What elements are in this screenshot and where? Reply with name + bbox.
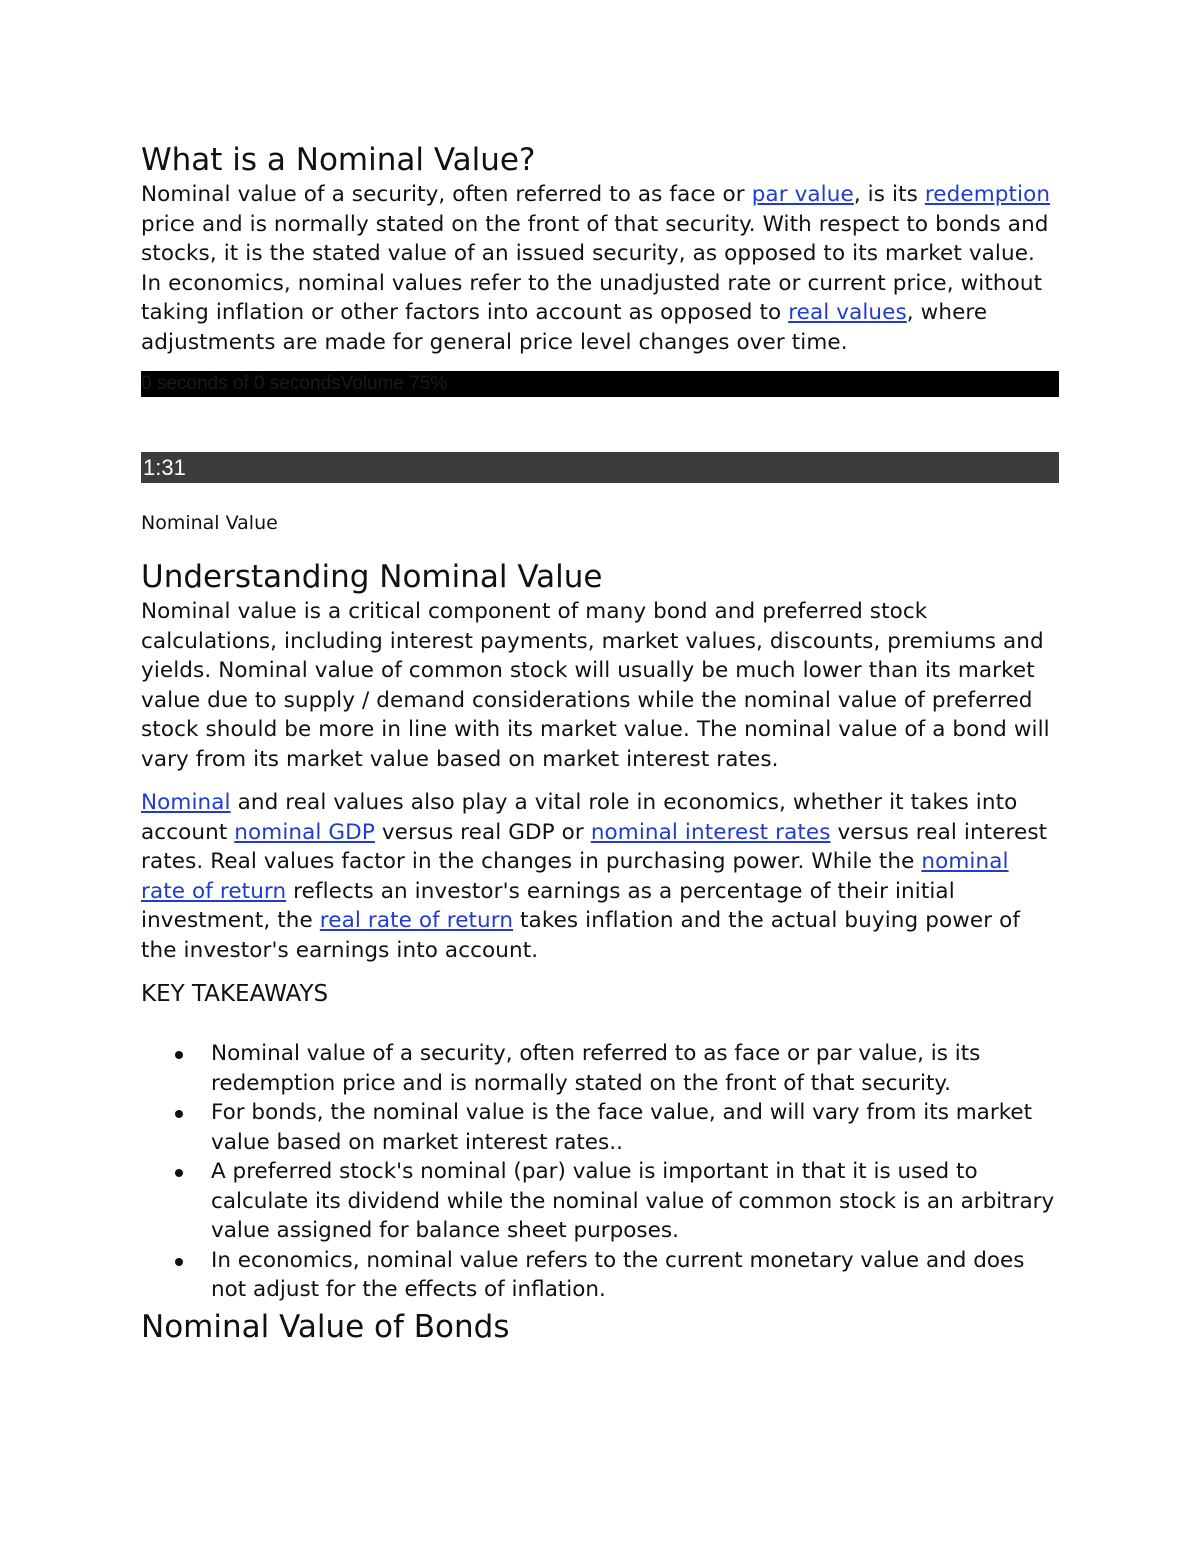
key-takeaways-list — [141, 1039, 1059, 1305]
text-span: takes inflation and the actual buying power of the investor's earnings into account. — [141, 908, 1021, 963]
video-status-text: 0 seconds of 0 secondsVolume 75% — [141, 373, 448, 394]
heading-nominal-value-of-bonds: Nominal Value of Bonds — [141, 1308, 510, 1345]
video-player-controls[interactable] — [141, 371, 1059, 397]
key-takeaways-label: KEY TAKEAWAYS — [141, 981, 329, 1007]
link-nominal-gdp[interactable]: nominal GDP — [234, 819, 375, 845]
list-item-text: A preferred stock's nominal (par) value is important in that it is used to calculate its dividend while the nominal value of common stock is an arbitrary value assigned for balance sheet purposes. — [211, 1159, 1055, 1243]
list-item — [211, 1246, 1059, 1305]
list-item — [211, 1098, 1059, 1157]
economics-paragraph — [141, 788, 1059, 965]
video-caption: Nominal Value — [141, 512, 278, 534]
heading-what-is-nominal-value: What is a Nominal Value? — [141, 142, 536, 178]
text-span: , where adjustments are made for general price level changes over time. — [141, 300, 988, 355]
list-item — [211, 1157, 1059, 1246]
video-duration: 1:31 — [143, 455, 186, 480]
list-item-text: In economics, nominal value refers to the current monetary value and does not adjust for the effects of inflation. — [211, 1247, 1025, 1302]
link-par-value[interactable]: par value — [751, 182, 854, 207]
link-nominal-rate-of-return[interactable]: nominal rate of return — [141, 849, 1009, 904]
bullet-icon — [175, 1110, 183, 1118]
link-nominal-interest-rates[interactable]: nominal interest rates — [590, 819, 831, 845]
list-item-text: For bonds, the nominal value is the face value, and will vary from its market value based on market interest rates.. — [211, 1100, 1033, 1155]
link-redemption[interactable]: redemption — [924, 182, 1051, 207]
link-nominal[interactable]: Nominal — [141, 790, 231, 815]
text-span: and real values also play a vital role in economics, whether it takes into account — [141, 790, 1018, 845]
text-span: Nominal value of a security, often referred to as face or — [141, 182, 752, 207]
text-span: reflects an investor's earnings as a percentage of their initial investment, the — [141, 878, 955, 933]
video-duration-bar[interactable] — [141, 452, 1059, 483]
bullet-icon — [175, 1051, 183, 1059]
understanding-paragraph: Nominal value is a critical component of many bond and preferred stock calculations, including interest payments, market values, discounts, premiums and yields. Nominal value of common stock will usually be much lower than its market value due to supply / demand considerations while the nominal value of preferred stock should be more in line with its market value. The nominal value of a bond will vary from its market value based on market interest rates. — [141, 599, 1050, 772]
link-real-rate-of-return[interactable]: real rate of return — [319, 908, 514, 933]
text-span: versus real interest rates. Real values factor in the changes in purchasing power. While the — [141, 819, 1048, 874]
list-item — [211, 1039, 1059, 1098]
text-span: versus real GDP or — [374, 819, 591, 845]
article-content — [141, 140, 1059, 1347]
link-real-values[interactable]: real values — [788, 300, 907, 325]
bullet-icon — [175, 1258, 183, 1266]
bullet-icon — [175, 1169, 183, 1177]
text-span: , is its — [853, 182, 925, 207]
intro-paragraph — [141, 180, 1059, 357]
heading-understanding-nominal-value: Understanding Nominal Value — [141, 559, 603, 595]
list-item-text: Nominal value of a security, often referred to as face or par value, is its redemption price and is normally stated on the front of that security. — [211, 1041, 981, 1096]
text-span: price and is normally stated on the front of that security. With respect to bonds and stocks, it is the stated value of an issued security, as opposed to its market value. In economics, nominal values refer to the unadjusted rate or current price, without taking inflation or other factors into account as opposed to — [141, 211, 1049, 325]
